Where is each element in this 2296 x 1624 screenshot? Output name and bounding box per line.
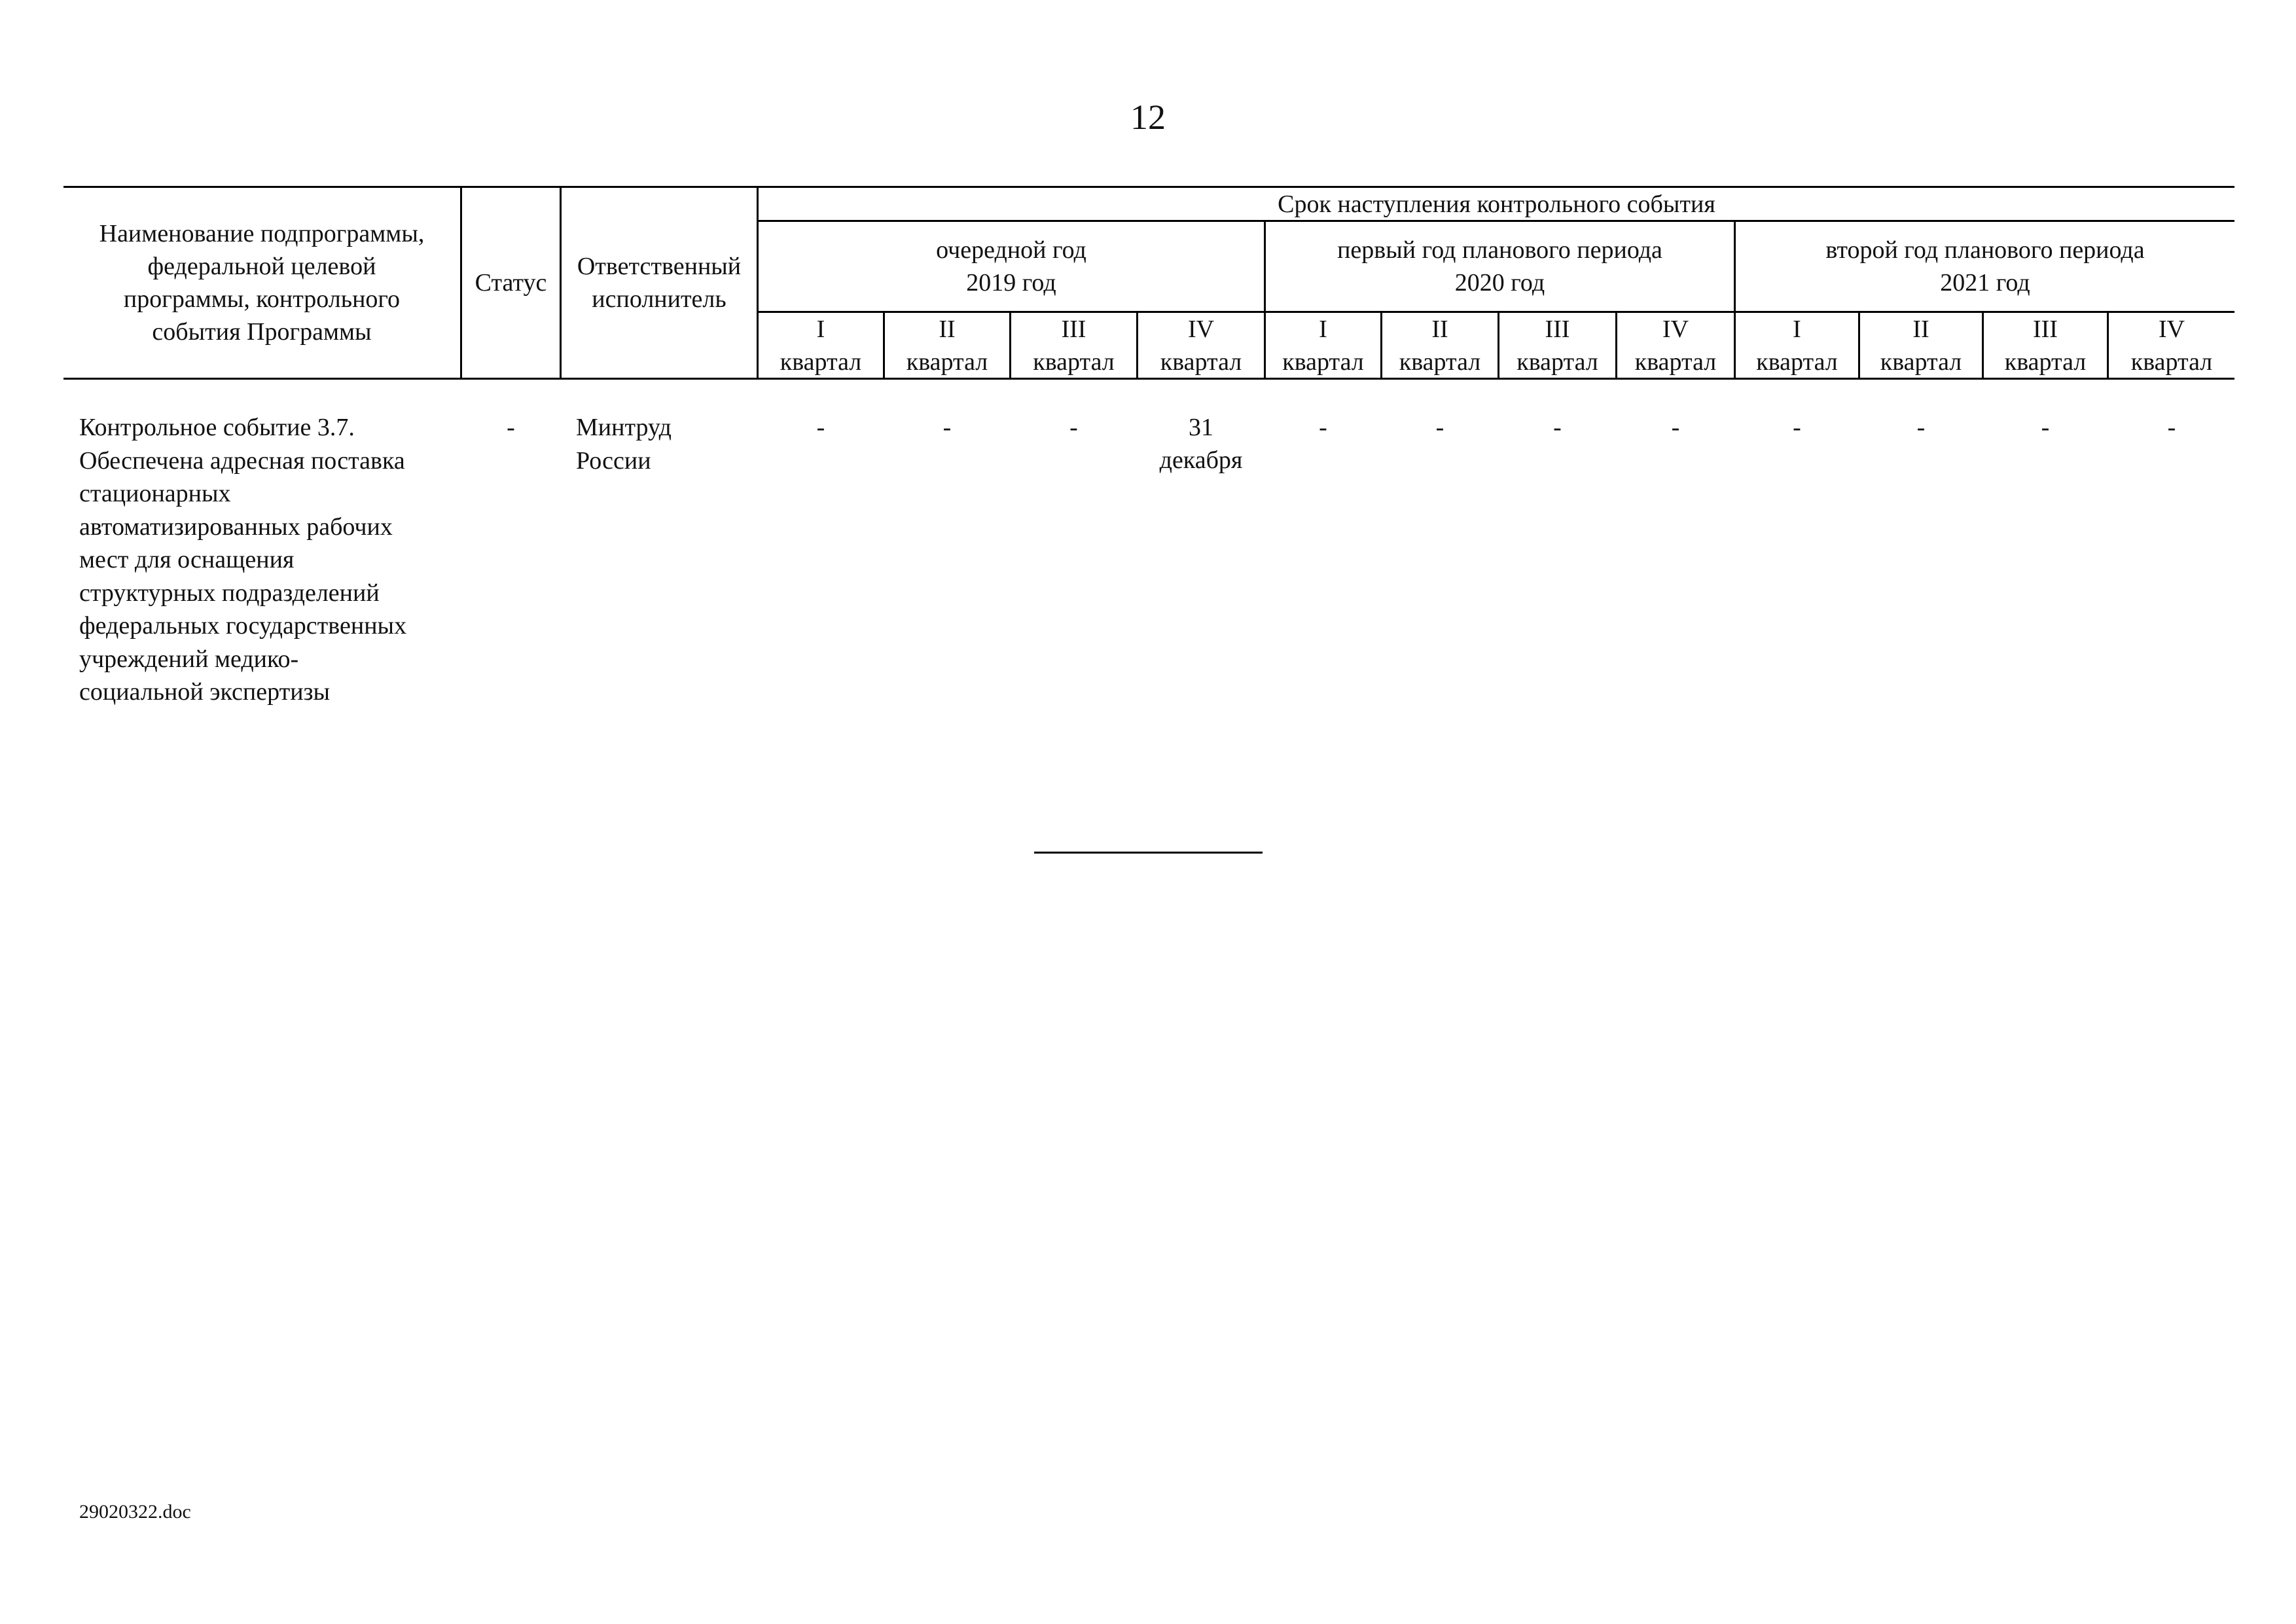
header-quarter: I квартал (1756, 315, 1838, 376)
row-quarter-value: - (942, 414, 952, 441)
header-quarter: I квартал (780, 315, 862, 376)
header-quarter: IV квартал (1160, 315, 1242, 376)
footer-filename: 29020322.doc (79, 1501, 191, 1523)
row-quarter-value: - (816, 414, 825, 441)
header-quarter: II квартал (1399, 315, 1481, 376)
header-quarter: II квартал (906, 315, 988, 376)
row-quarter-value: - (1793, 414, 1801, 441)
page-number: 12 (1130, 98, 1166, 137)
row-quarter-value: - (2167, 414, 2176, 441)
header-status: Статус (475, 269, 547, 297)
row-quarter-value: - (1069, 414, 1078, 441)
header-quarter: III квартал (2004, 315, 2087, 376)
end-separator-line (1034, 852, 1263, 854)
row-status: - (507, 414, 515, 441)
header-quarter: IV квартал (1634, 315, 1717, 376)
control-events-table (0, 0, 2296, 753)
header-deadline: Срок наступления контрольного события (1278, 190, 1715, 218)
row-quarter-value: - (1435, 414, 1444, 441)
row-quarter-value: - (2041, 414, 2050, 441)
header-quarter: III квартал (1033, 315, 1115, 376)
row-quarter-value: - (1319, 414, 1327, 441)
header-year-2021: второй год планового периода 2021 год (1825, 236, 2145, 297)
header-responsible: Ответственный исполнитель (577, 253, 742, 313)
header-year-2019: очередной год 2019 год (936, 236, 1086, 297)
header-quarter: III квартал (1516, 315, 1598, 376)
row-quarter-value: 31 декабря (1159, 414, 1243, 474)
row-quarter-value: - (1553, 414, 1562, 441)
header-quarter: I квартал (1282, 315, 1364, 376)
row-name: Контрольное событие 3.7. Обеспечена адресная поставка стационарных автоматизированных рабочих мест для оснащения структурных подразделений федеральных государственных учреждений медико- социальной экспертизы (79, 414, 407, 706)
header-quarter: II квартал (1880, 315, 1962, 376)
row-quarter-value: - (1671, 414, 1680, 441)
header-name: Наименование подпрограммы, федеральной целевой программы, контрольного события Программы (99, 220, 425, 346)
row-responsible: Минтруд России (576, 414, 672, 475)
header-year-2020: первый год планового периода 2020 год (1337, 236, 1662, 297)
header-quarter: IV квартал (2130, 315, 2213, 376)
row-quarter-value: - (1916, 414, 1926, 441)
